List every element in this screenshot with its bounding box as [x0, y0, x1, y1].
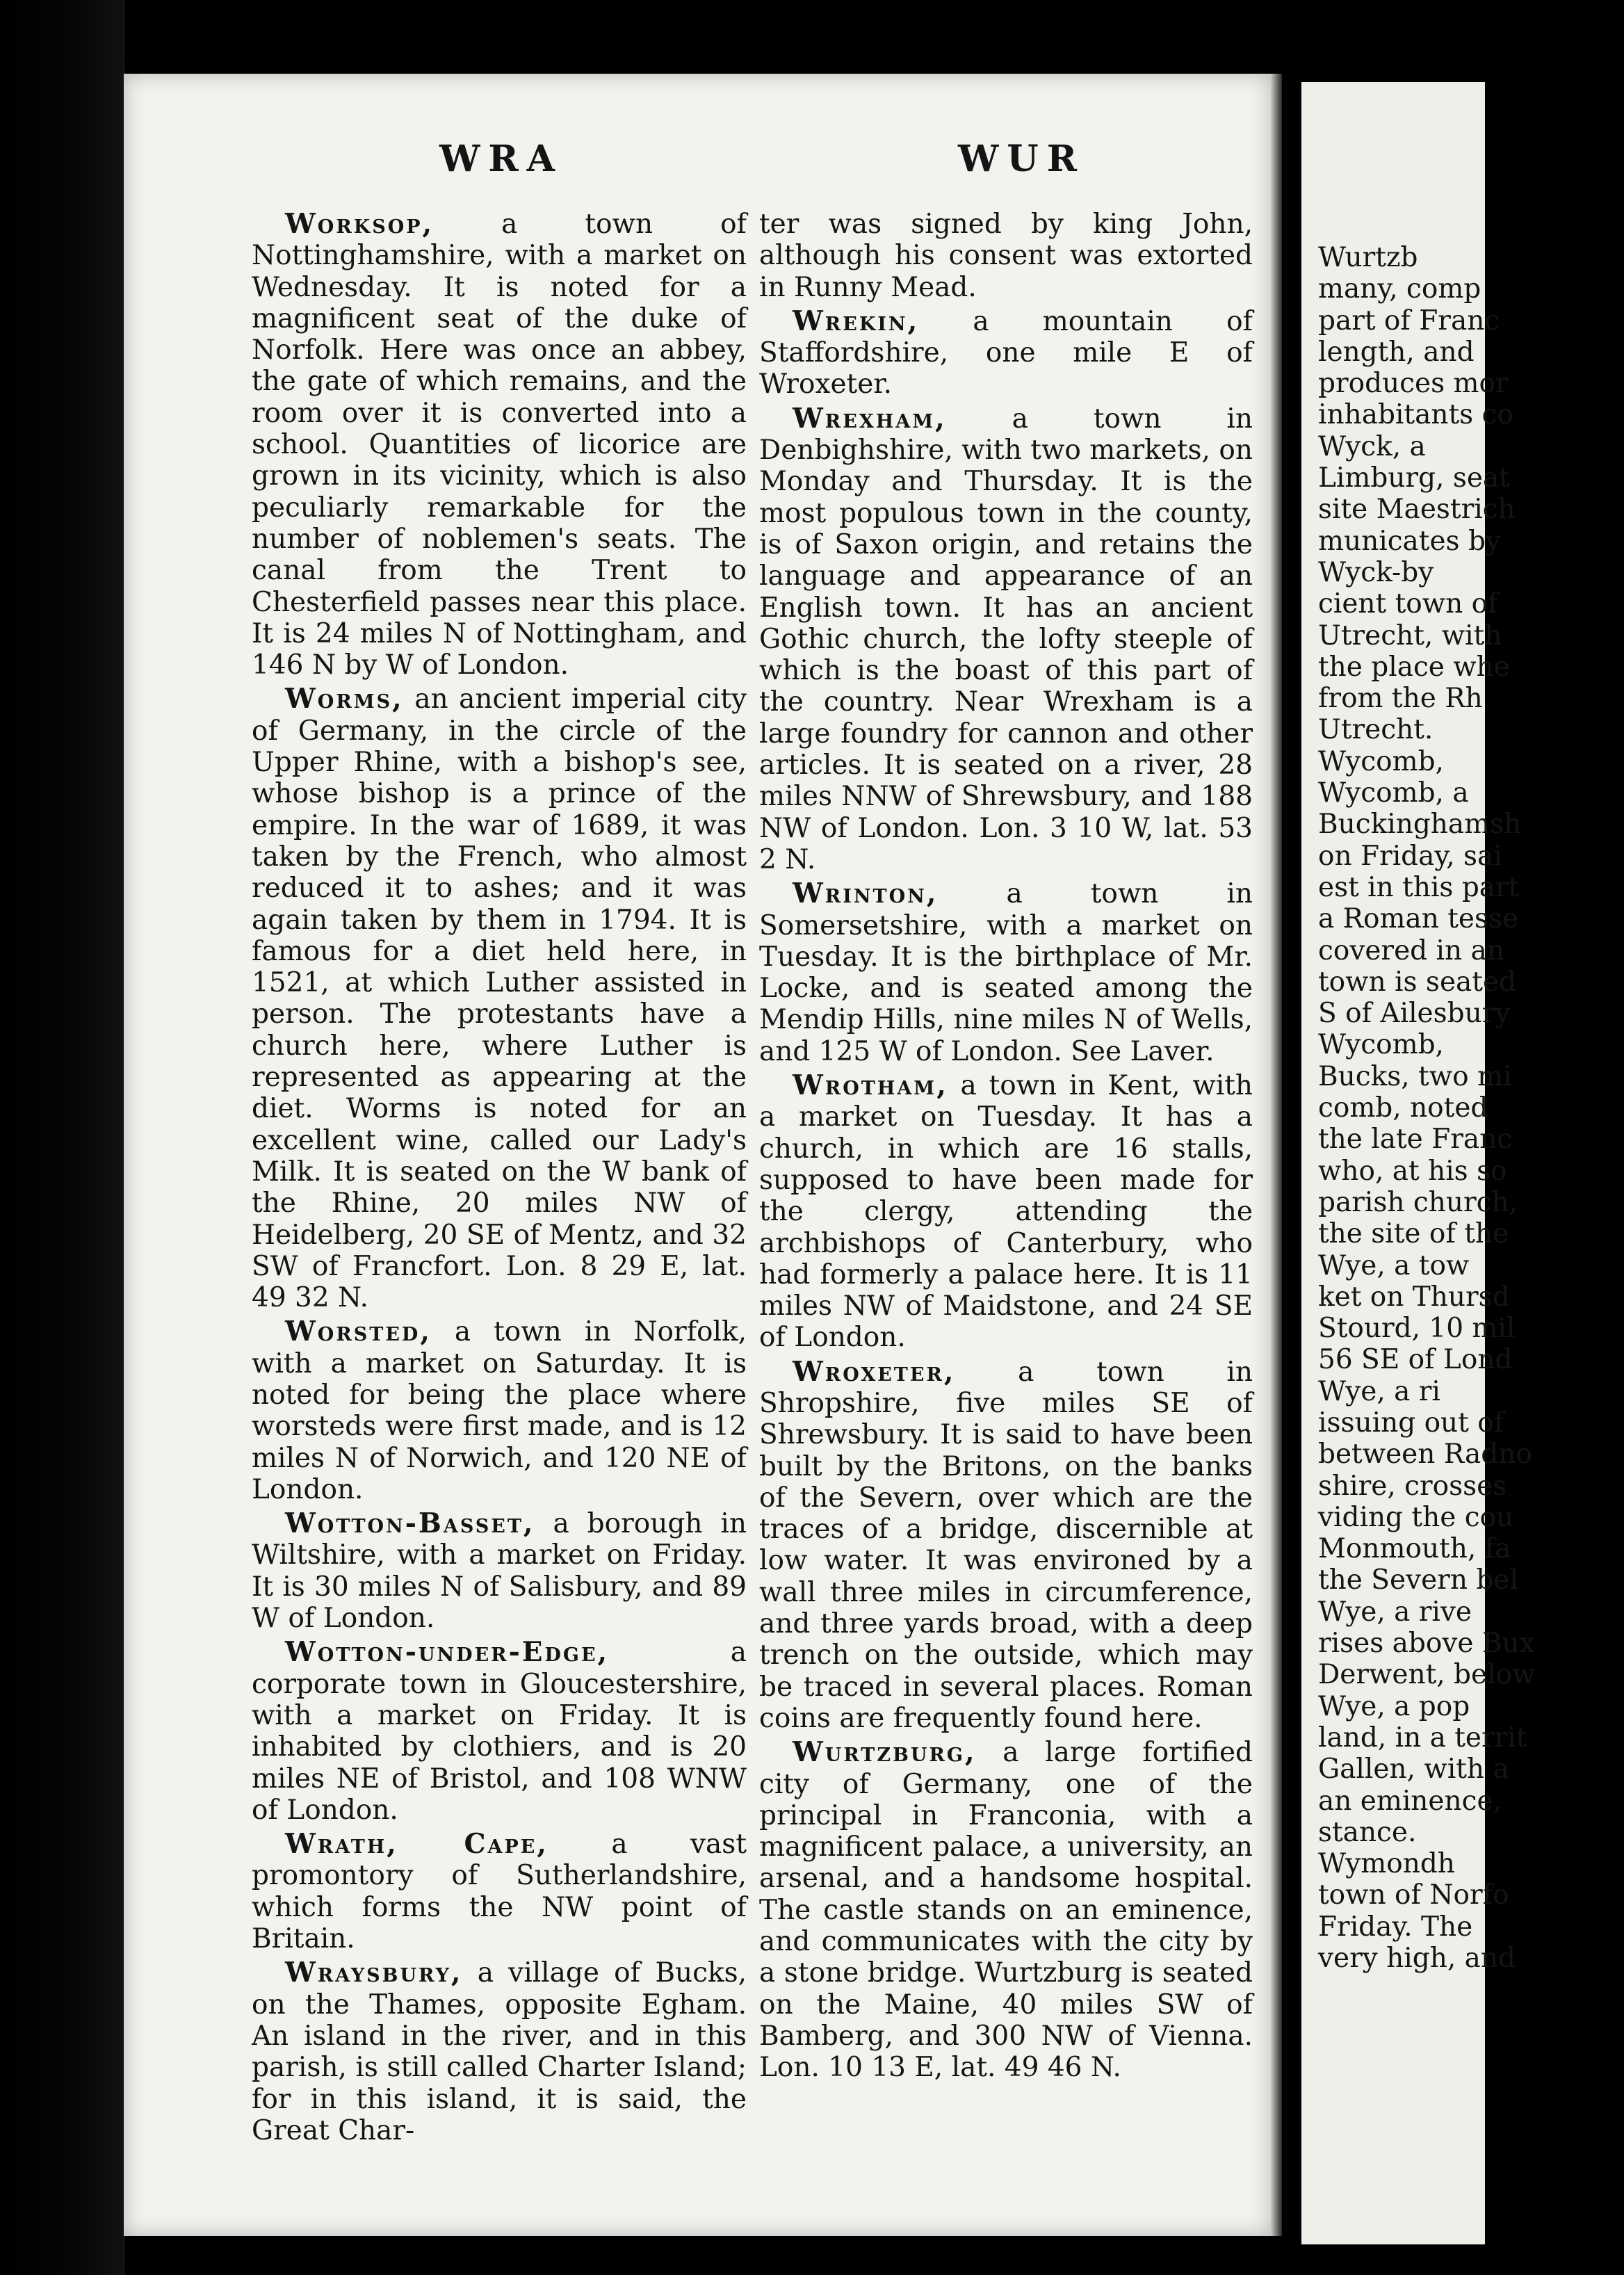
entry-text: a vast promontory of Sutherlandshire, which forms the NW point of Britain. [252, 1829, 747, 1955]
entry-text: a large fortified city of Germany, one of the principal in Franconia, with a magnificent palace, a university, an arsenal, and a handsome hospital. The castle stands on an eminence, and communicates with the city by a stone bridge. Wurtzburg is seated on the Maine, 40 miles SW of Bamberg, and 300 NW of Vienna. Lon. 10 13 E, lat. 49 46 N. [759, 1737, 1253, 2084]
column-3-line: produces mor [1318, 368, 1509, 400]
column-3-line: Wycomb, [1318, 745, 1444, 777]
column-3-line: 56 SE of Lond [1318, 1344, 1513, 1376]
gazetteer-entry [759, 306, 1253, 400]
column-3-line: very high, and [1318, 1943, 1516, 1975]
entry-text: a town in Norfolk, with a market on Saturday. It is noted for being the place where worsteds were first made, and is 12 miles N of Norwich, and 120 NE of London. [252, 1316, 747, 1505]
entry-text: a town in Denbighshire, with two markets, on Monday and Thursday. It is the most populous town in the county, is of Saxon origin, and retains the language and appearance of an English town. It has an ancient Gothic church, the lofty steeple of which is the boast of this part of the country. Near Wrexham is a large foundry for cannon and other articles. It is seated on a river, 28 miles NNW of Shrewsbury, and 188 NW of London. Lon. 3 10 W, lat. 53 2 N. [759, 403, 1253, 875]
column-3-line: Utrecht. [1318, 714, 1434, 746]
entry-text: a town in Kent, with a market on Tuesday. It has a church, in which are 16 stalls, supposed to have been made for the clergy, attending the archbishops of Canterbury, who had formerly a palace here. It is 11 miles NW of Maidstone, and 24 SE of London. [759, 1070, 1253, 1354]
column-3-line: shire, crosses [1318, 1470, 1507, 1502]
gazetteer-entry [252, 1316, 747, 1505]
column-3-line: Wyck-by [1318, 556, 1434, 588]
column-3-line: Wye, a rive [1318, 1596, 1472, 1628]
text-column-3-cropped [1318, 242, 1624, 1974]
column-3-line: on Friday, sai [1318, 840, 1502, 872]
column-3-line: Wurtzb [1318, 242, 1418, 273]
column-3-line: Limburg, seat [1318, 462, 1510, 494]
column-3-line: rises above Bux [1318, 1628, 1535, 1660]
column-3-line: Wye, a tow [1318, 1249, 1470, 1281]
entry-text: a town in Somersetshire, with a market on Tuesday. It is the birthplace of Mr. Locke, and is seated among the Mendip Hills, nine miles N of Wells, and 125 W of London. See Laver. [759, 878, 1253, 1067]
gazetteer-entry [759, 403, 1253, 875]
column-3-line: Gallen, with a [1318, 1754, 1509, 1786]
column-3-line: town of Norfo [1318, 1879, 1509, 1911]
column-3-line: Buckinghamsh [1318, 809, 1522, 841]
column-3-line: a Roman tesse [1318, 903, 1519, 935]
gazetteer-entry-continued [759, 209, 1253, 303]
gazetteer-entry [252, 209, 747, 681]
column-3-line: Friday. The [1318, 1911, 1473, 1943]
column-3-line: est in this part [1318, 871, 1520, 903]
entry-text: a village of Bucks, on the Thames, opposite Egham. An island in the river, and in this parish, is still called Charter Island; for in this island, it is said, the Great Char- [252, 1957, 747, 2146]
entry-headword: Wrinton, [793, 877, 939, 910]
column-3-line: length, and [1318, 336, 1475, 368]
entry-headword: Wrekin, [793, 305, 920, 337]
gazetteer-entry [759, 1357, 1253, 1735]
text-column-2 [759, 209, 1253, 2087]
gazetteer-entry [252, 1957, 747, 2146]
column-3-line: land, in a territ [1318, 1722, 1527, 1754]
column-3-line: covered in an [1318, 934, 1504, 966]
entry-headword: Wraysbury, [285, 1957, 463, 1989]
gazetteer-entry [252, 1637, 747, 1826]
column-3-line: the late Franc [1318, 1124, 1513, 1156]
gazetteer-entry [759, 1737, 1253, 2083]
entry-text: a mountain of Staffordshire, one mile E of Wroxeter. [759, 305, 1253, 400]
column-3-line: S of Ailesbury [1318, 998, 1511, 1030]
entry-headword: Wrotham, [793, 1069, 948, 1102]
column-3-line: inhabitants co [1318, 399, 1513, 431]
entry-text: a town of Nottinghamshire, with a market on Wednesday. It is noted for a magnificent seat of the duke of Norfolk. Here was once an abbey, the gate of which remains, and the room over it is converted into a school. Quantities of licorice are grown in its vicinity, which is also peculiarly remarkable for the number of noblemen's seats. The canal from the Trent to Chesterfield passes near this place. It is 24 miles N of Nottingham, and 146 N by W of London. [252, 209, 747, 681]
column-3-line: Wyck, a [1318, 430, 1426, 462]
entry-headword: Worksop, [285, 208, 435, 240]
entry-text: ter was signed by king John, although his consent was extorted in Runny Mead. [759, 209, 1253, 303]
gazetteer-entry [252, 1508, 747, 1634]
gazetteer-entry [252, 683, 747, 1313]
column-3-line: ket on Thursd [1318, 1281, 1510, 1313]
column-3-line: Wye, a ri [1318, 1375, 1440, 1407]
column-3-line: cient town of [1318, 588, 1498, 620]
entry-headword: Worsted, [285, 1315, 432, 1348]
entry-headword: Wotton-under-Edge, [285, 1636, 610, 1669]
gazetteer-entry [252, 1829, 747, 1954]
page-edge [1271, 74, 1282, 2236]
column-3-line: between Radno [1318, 1439, 1532, 1471]
column-3-line: many, comp [1318, 273, 1481, 305]
column-3-line: Wymondh [1318, 1848, 1455, 1880]
entry-headword: Worms, [285, 683, 404, 715]
entry-headword: Wurtzburg, [793, 1736, 977, 1769]
column-3-line: Utrecht, with [1318, 620, 1502, 651]
gazetteer-entry [759, 878, 1253, 1067]
column-3-line: issuing out of [1318, 1407, 1504, 1439]
column-3-line: part of Franc [1318, 305, 1500, 337]
entry-headword: Wrexham, [793, 402, 947, 435]
column-3-line: site Maestrich [1318, 494, 1516, 526]
gazetteer-entry [759, 1070, 1253, 1354]
column-3-line: Monmouth, fa [1318, 1533, 1511, 1565]
column-3-line: the Severn bel [1318, 1564, 1518, 1596]
column-3-line: Wycomb, [1318, 1029, 1444, 1061]
column-3-line: town is seated [1318, 966, 1516, 998]
column-3-line: viding the cou [1318, 1501, 1514, 1533]
entry-headword: Wroxeter, [793, 1355, 956, 1388]
column-3-line: Derwent, below [1318, 1659, 1536, 1691]
entry-text: an ancient imperial city of Germany, in the circle of the Upper Rhine, with a bishop's see, whose bishop is a prince of the empire. In the war of 1689, it was taken by the French, who almost reduced it to ashes; and it was again taken by them in 1794. It is famous for a diet held here, in 1521, at which Luther assisted in person. The protestants have a church here, where Luther is represented as appearing at the diet. Worms is noted for an excellent wine, called our Lady's Milk. It is seated on the W bank of the Rhine, 20 miles NW of Heidelberg, 20 SE of Mentz, and 32 SW of Francfort. Lon. 8 29 E, lat. 49 32 N. [252, 683, 747, 1314]
column-3-line: Wye, a pop [1318, 1690, 1470, 1722]
column-3-line: stance. [1318, 1816, 1417, 1848]
column-3-line: comb, noted [1318, 1092, 1488, 1124]
running-head-middle: WUR [958, 138, 1085, 180]
column-3-line: an eminence, [1318, 1785, 1502, 1817]
column-3-line: the place whe [1318, 651, 1510, 683]
entry-text: a town in Shropshire, five miles SE of Shrewsbury. It is said to have been built by the Britons, on the banks of the Severn, over which are the traces of a bridge, discernible at low water. It was environed by a wall three miles in circumference, and three yards broad, with a deep trench on the outside, which may be traced in several places. Roman coins are frequently found here. [759, 1356, 1253, 1734]
entry-headword: Wrath, Cape, [285, 1828, 549, 1861]
running-head-left: WRA [439, 138, 563, 180]
column-3-line: Wycomb, a [1318, 777, 1469, 809]
column-3-line: Stourd, 10 mil [1318, 1313, 1516, 1345]
entry-text: a corporate town in Gloucestershire, with a market on Friday. It is inhabited by clothiers, and is 20 miles NE of Bristol, and 108 WNW of London. [252, 1637, 747, 1826]
column-3-line: municates by [1318, 525, 1501, 557]
entry-text: a borough in Wiltshire, with a market on Friday. It is 30 miles N of Salisbury, and 89 W of London. [252, 1508, 747, 1635]
text-column-1 [252, 209, 747, 2149]
column-3-line: Bucks, two mi [1318, 1060, 1512, 1092]
entry-headword: Wotton-Basset, [285, 1507, 535, 1540]
scanner-background [0, 0, 125, 2275]
column-3-line: the site of the [1318, 1218, 1509, 1250]
column-3-line: who, at his so [1318, 1155, 1507, 1187]
column-3-line: from the Rh [1318, 683, 1483, 715]
column-3-line: parish church, [1318, 1186, 1518, 1218]
